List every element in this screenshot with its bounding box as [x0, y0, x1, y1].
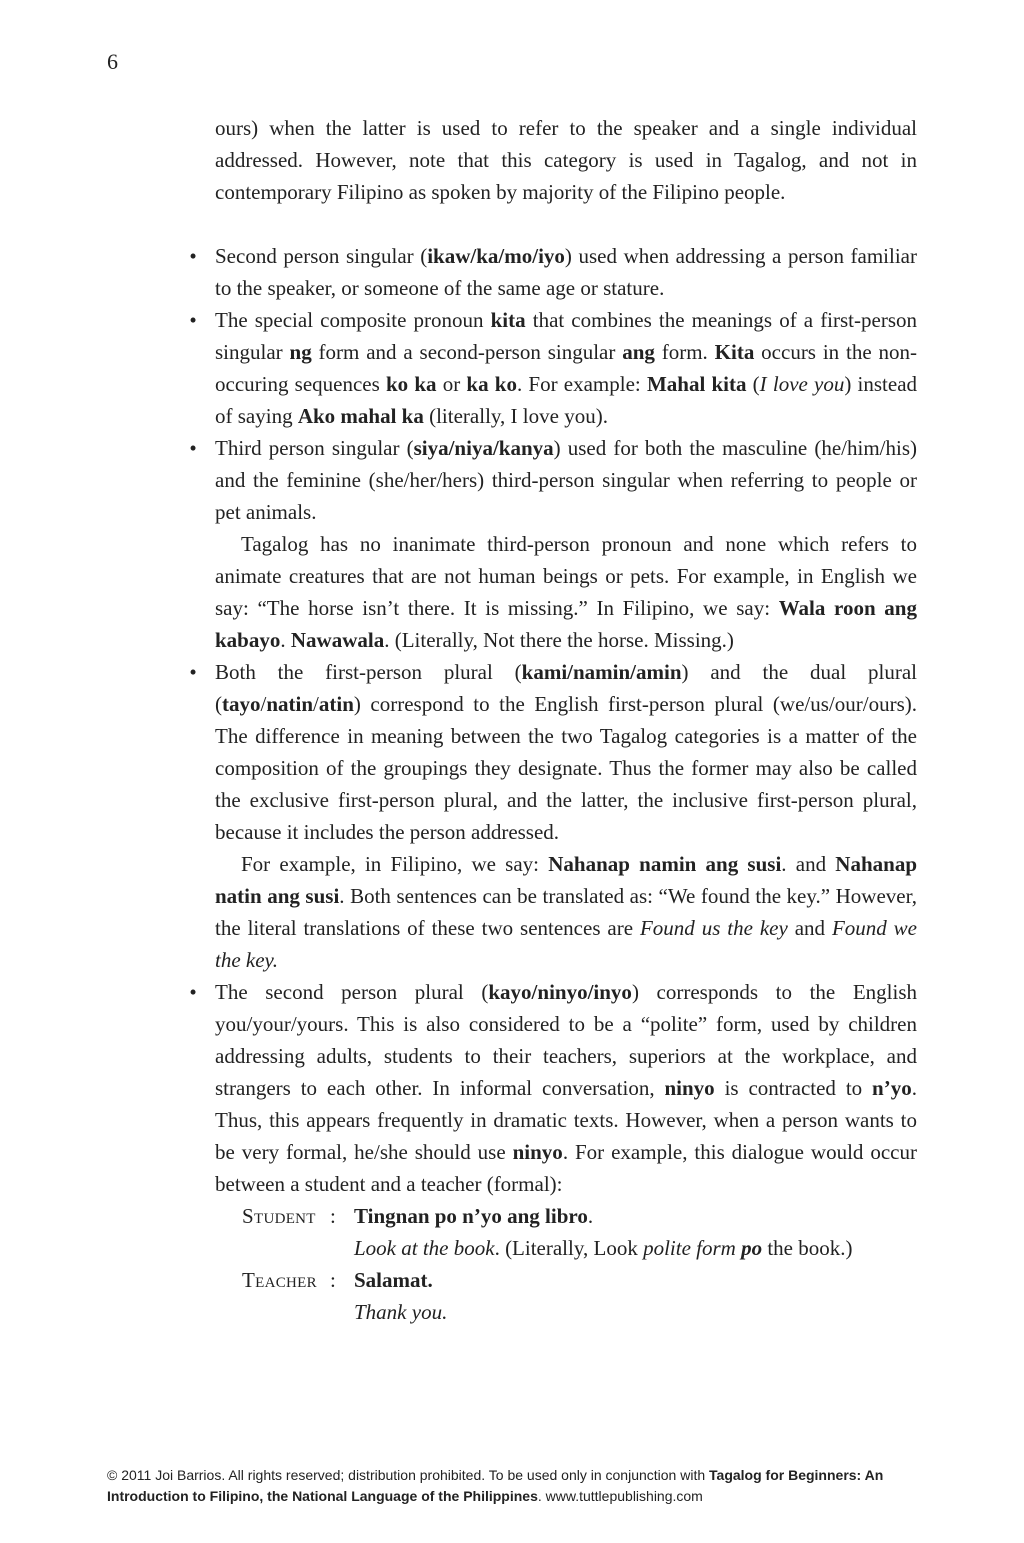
paragraph: Second person singular (ikaw/ka/mo/iyo) used when addressing a person familiar to the speaker, or someone of the same age or stature.	[215, 244, 917, 300]
utterance	[354, 1264, 917, 1328]
list-item-second-person-plural	[189, 976, 917, 1328]
speaker-label: Teacher	[242, 1268, 317, 1292]
bullet-icon: •	[189, 436, 197, 460]
translation-line: Thank you.	[354, 1300, 448, 1324]
dialogue	[242, 1200, 917, 1328]
page-number: 6	[107, 49, 118, 74]
list-item-first-person-plural	[189, 656, 918, 976]
bullet-icon: •	[189, 660, 197, 684]
paragraph: Third person singular (siya/niya/kanya) used for both the masculine (he/him/his) and the feminine (she/her/hers) third-person singular when referring to people or pet animals.	[215, 436, 917, 524]
intro-paragraph: ours) when the latter is used to refer to the speaker and a single individual addressed. However, note that this category is used in Tagalog, and not in contemporary Filipino as spoken by majority of the Filipino people.	[215, 116, 917, 204]
copyright-footer: © 2011 Joi Barrios. All rights reserved; distribution prohibited. To be used only in conjunction with Tagalog for Beginners: An Introduction to Filipino, the National Language of the Philippines. www.tuttlepublishing.com	[107, 1467, 884, 1504]
bullet-icon: •	[189, 980, 197, 1004]
pronoun-list	[189, 240, 918, 1328]
list-item-third-person-singular	[189, 432, 917, 656]
speaker-label: Student	[242, 1204, 316, 1228]
tagalog-line: Tingnan po n’yo ang libro.	[354, 1204, 594, 1228]
list-item-second-person-singular	[189, 240, 917, 304]
dialogue-line-teacher	[242, 1264, 917, 1328]
dialogue-line-student	[242, 1200, 917, 1264]
body-text	[189, 112, 918, 1328]
list-item-kita	[189, 304, 918, 432]
bullet-icon: •	[189, 308, 197, 332]
tagalog-line: Salamat.	[354, 1268, 433, 1292]
utterance	[354, 1200, 917, 1264]
speaker-colon: :	[330, 1204, 336, 1228]
paragraph: Tagalog has no inanimate third-person pronoun and none which refers to animate creatures that are not human beings or pets. For example, in English we say: “The horse isn’t there. It is missing.” In Filipino, we say: Wala roon ang kabayo. Nawawala. (Literally, Not there the horse. Missing.)	[215, 532, 917, 652]
paragraph: Both the first-person plural (kami/namin/amin) and the dual plural (tayo/natin/atin) correspond to the English first-person plural (we/us/our/ours). The difference in meaning between the two Tagalog categories is a matter of the composition of the groupings they designate. Thus the former may also be called the exclusive first-person plural, and the latter, the inclusive first-person plural, because it includes the person addressed.	[215, 660, 918, 844]
translation-line: Look at the book. (Literally, Look polite form po the book.)	[354, 1236, 853, 1260]
paragraph: The second person plural (kayo/ninyo/inyo) corresponds to the English you/your/yours. This is also considered to be a “polite” form, used by children addressing adults, students to their teachers, superiors at the workplace, and strangers to each other. In informal conversation, ninyo is contracted to n’yo. Thus, this appears frequently in dramatic texts. However, when a person wants to be very formal, he/she should use ninyo. For example, this dialogue would occur between a student and a teacher (formal):	[215, 980, 917, 1196]
speaker-colon: :	[330, 1268, 336, 1292]
bullet-icon: •	[189, 244, 197, 268]
paragraph: The special composite pronoun kita that combines the meanings of a first-person singular ng form and a second-person singular ang form. Kita occurs in the non-occuring sequences ko ka or ka ko. For example: Mahal kita (I love you) instead of saying Ako mahal ka (literally, I love you).	[215, 308, 918, 428]
paragraph: For example, in Filipino, we say: Nahanap namin ang susi. and Nahanap natin ang susi. Both sentences can be translated as: “We found the key.” However, the literal translations of these two sentences are Found us the key and Found we the key.	[215, 852, 918, 972]
